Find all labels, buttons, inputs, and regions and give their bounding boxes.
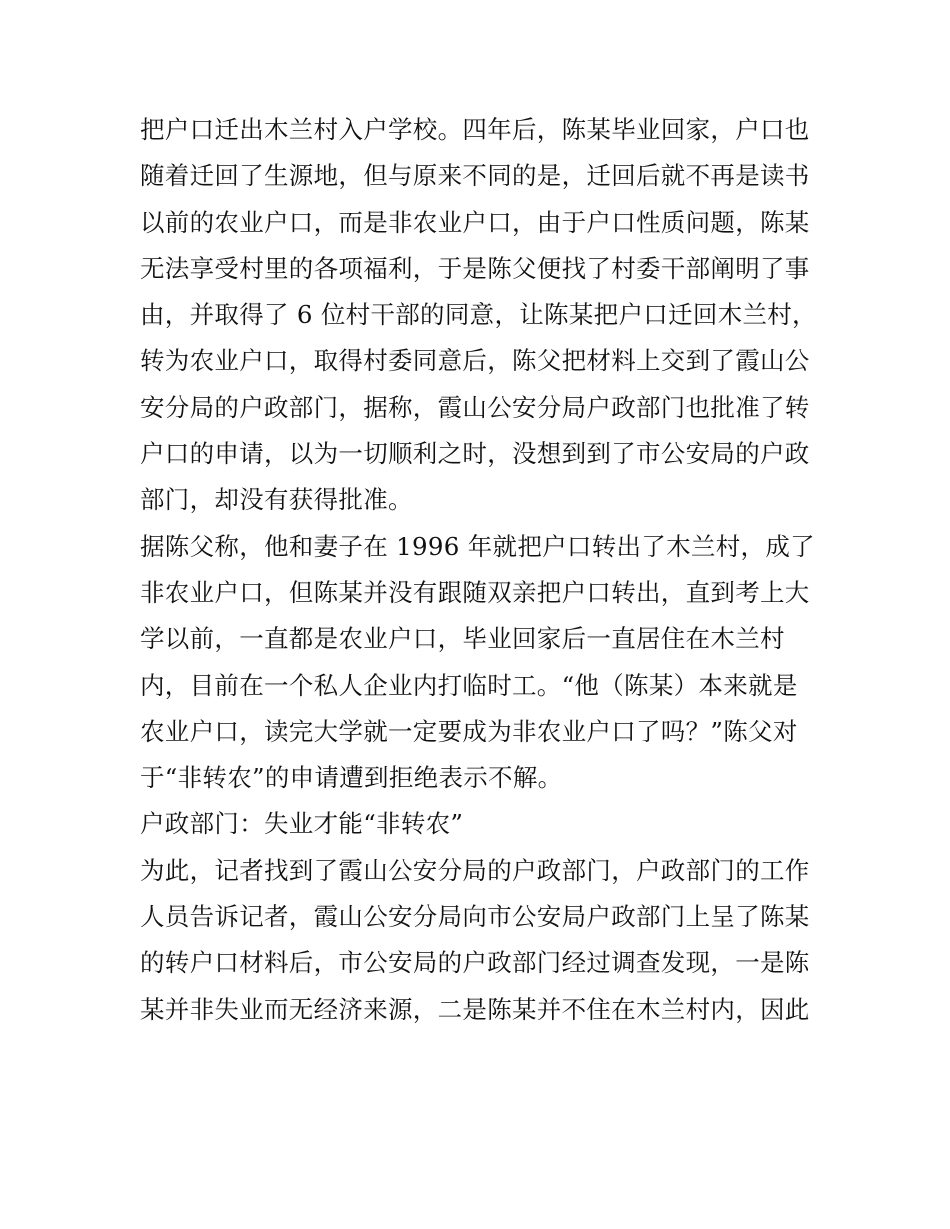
text-line: 于“非转农”的申请遭到拒绝表示不解。 <box>140 763 563 793</box>
text-line: 学以前，一直都是农业户口，毕业回家后一直居住在木兰村 <box>140 624 785 654</box>
section-heading: 户政部门：失业才能“非转农” <box>140 809 464 839</box>
text-line: 某并非失业而无经济来源，二是陈某并不住在木兰村内，因此 <box>140 994 810 1024</box>
article-body <box>140 107 820 1033</box>
text-line: 随着迁回了生源地，但与原来不同的是，迁回后就不再是读书 <box>140 161 810 191</box>
text-line: 内，目前在一个私人企业内打临时工。“他（陈某）本来就是 <box>140 670 798 700</box>
text-line: 农业户口，读完大学就一定要成为非农业户口了吗？”陈父对 <box>140 716 798 746</box>
text-line: 的转户口材料后，市公安局的户政部门经过调查发现，一是陈 <box>140 948 810 978</box>
text-line: 部门，却没有获得批准。 <box>140 485 413 515</box>
text-line: 为此，记者找到了霞山公安分局的户政部门，户政部门的工作 <box>140 855 810 885</box>
text-line: 户口的申请，以为一切顺利之时，没想到到了市公安局的户政 <box>140 439 810 469</box>
text-line: 以前的农业户口，而是非农业户口，由于户口性质问题，陈某 <box>140 207 810 237</box>
text-line: 由，并取得了 6 位村干部的同意，让陈某把户口迁回木兰村， <box>140 300 817 330</box>
text-line: 把户口迁出木兰村入户学校。四年后，陈某毕业回家，户口也 <box>140 115 810 144</box>
text-line: 非农业户口，但陈某并没有跟随双亲把户口转出，直到考上大 <box>140 577 810 607</box>
text-line: 安分局的户政部门，据称，霞山公安分局户政部门也批准了转 <box>140 392 810 422</box>
text-line: 据陈父称，他和妻子在 1996 年就把户口转出了木兰村，成了 <box>140 531 815 561</box>
text-line: 无法享受村里的各项福利，于是陈父便找了村委干部阐明了事 <box>140 253 810 283</box>
text-line: 人员告诉记者，霞山公安分局向市公安局户政部门上呈了陈某 <box>140 902 810 932</box>
text-line: 转为农业户口，取得村委同意后，陈父把材料上交到了霞山公 <box>140 346 810 376</box>
